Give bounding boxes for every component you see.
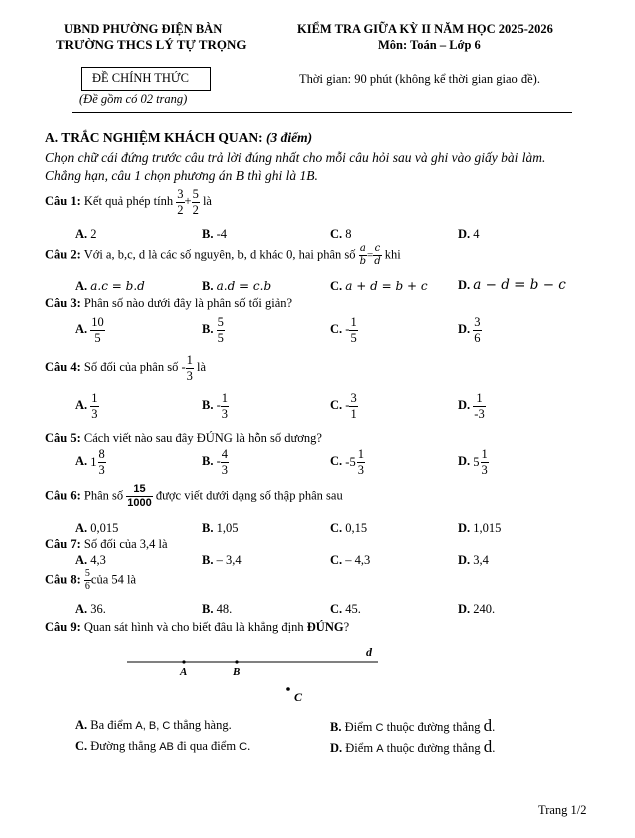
q1-label: Câu 1: [45, 193, 81, 208]
question-5 [45, 431, 322, 445]
q5-d-whole: 5 [473, 454, 480, 469]
q9-b-mid: thuộc đường thẳng [386, 720, 481, 734]
q2-fraction-2 [373, 244, 381, 267]
q5-d-mixed [473, 448, 489, 476]
q8-b-label: B. [202, 602, 214, 616]
q3-option-b [202, 316, 225, 344]
q4-d-den: -3 [474, 406, 485, 421]
q3-a-fraction [90, 316, 105, 344]
point-c-label: C [294, 690, 303, 704]
q3-c-den: 5 [350, 330, 357, 345]
section-a-points: (3 điểm) [266, 130, 313, 145]
q9-d-label: D. [330, 741, 343, 755]
q6-d-label: D. [458, 521, 471, 535]
q9-b-line: d [483, 716, 493, 735]
q7-option-b [202, 553, 242, 567]
q8-text: của 54 là [90, 572, 137, 587]
q4-option-c [330, 392, 358, 420]
page-number: Trang 1/2 [538, 803, 587, 817]
q4-b-den: 3 [221, 406, 229, 421]
q3-d-fraction [473, 316, 481, 344]
q8-b-value: 48. [216, 602, 233, 616]
q5-d-num: 1 [481, 447, 488, 461]
q7-a-value: 4,3 [90, 553, 106, 567]
q5-b-sign: - [216, 453, 221, 468]
q9-b-pre: Điểm [344, 720, 373, 734]
q4-d-fraction [473, 392, 485, 420]
q9-a-pre: Ba điểm [90, 718, 133, 732]
q9-option-a [75, 718, 232, 733]
q5-c-fraction [357, 448, 365, 476]
q5-d-den: 3 [481, 462, 488, 477]
q3-a-den: 5 [94, 330, 101, 345]
q6-c-value: 0,15 [345, 521, 368, 535]
q4-text: Số đối của phân số [83, 359, 179, 374]
header-divider [72, 112, 572, 113]
q6-label: Câu 6: [45, 488, 81, 503]
q8-option-c [330, 602, 361, 616]
q9-qmark: ? [343, 620, 350, 634]
q2-d-label: D. [458, 278, 471, 292]
question-3 [45, 296, 292, 310]
q9-b-point: C [375, 722, 384, 734]
q4-b-sign: - [216, 397, 221, 412]
q7-option-c [330, 553, 370, 567]
q7-label: Câu 7: [45, 537, 81, 551]
point-b-label: B [233, 666, 241, 678]
q2-fraction-1 [359, 244, 367, 267]
exam-title: KIỂM TRA GIỮA KỲ II NĂM HỌC 2025-2026 [297, 22, 553, 36]
q7-c-label: C. [330, 553, 343, 567]
q6-den: 1000 [127, 497, 152, 509]
line-d-label: d [366, 645, 372, 659]
point-b-dot [235, 660, 238, 663]
q5-a-whole: 1 [90, 454, 97, 469]
q3-label: Câu 3: [45, 296, 81, 310]
q9-c-period: . [247, 739, 251, 753]
q2-a-label: A. [75, 279, 88, 293]
q9-d-pre: Điểm [345, 741, 374, 755]
q8-d-value: 240. [473, 602, 496, 616]
q6-option-b [202, 521, 238, 535]
q5-a-fraction [98, 448, 106, 476]
q3-b-den: 5 [217, 330, 224, 345]
q5-c-label: C. [330, 453, 343, 468]
q4-fraction [186, 354, 194, 382]
q9-b-period: . [492, 720, 496, 734]
q1-tail: là [202, 193, 212, 208]
q8-option-d [458, 602, 495, 616]
question-2 [45, 244, 401, 267]
q2-c-label: C. [330, 279, 343, 293]
q4-sign: - [181, 359, 186, 374]
q4-b-num: 1 [221, 391, 229, 405]
q1-f2-den: 2 [192, 202, 199, 217]
q6-text: Phân số [83, 488, 124, 503]
q3-d-label: D. [458, 321, 471, 336]
q4-c-label: C. [330, 397, 343, 412]
q7-a-label: A. [75, 553, 88, 567]
q1-a-label: A. [75, 227, 88, 241]
instruction-line-2: Chẳng hạn, câu 1 chọn phương án B thì ghi là 1B. [45, 168, 318, 183]
pages-note: (Đề gồm có 02 trang) [79, 92, 188, 106]
question-1 [45, 188, 212, 216]
q4-a-label: A. [75, 397, 88, 412]
q9-a-label: A. [75, 718, 88, 732]
q3-text: Phân số nào dưới đây là phân số tối giản? [83, 296, 293, 310]
q8-num: 5 [84, 568, 90, 579]
q3-b-label: B. [202, 321, 214, 336]
q8-option-a [75, 602, 106, 616]
q6-option-a [75, 521, 118, 535]
q4-b-label: B. [202, 397, 214, 412]
q5-c-num: 1 [357, 447, 364, 461]
q5-c-den: 3 [357, 462, 364, 477]
q6-fraction [126, 484, 152, 509]
q6-d-value: 1,015 [473, 521, 502, 535]
q5-a-label: A. [75, 453, 88, 468]
q5-option-c [330, 448, 365, 476]
q4-c-sign: - [345, 397, 350, 412]
q9-emphasis: ĐÚNG [306, 620, 344, 634]
section-a-heading: A. TRẮC NGHIỆM KHÁCH QUAN: [45, 130, 263, 145]
q9-c-line: AB [159, 741, 174, 753]
q5-d-fraction [481, 448, 489, 476]
q9-b-label: B. [330, 720, 342, 734]
q4-c-num: 3 [350, 391, 357, 405]
q8-fraction [84, 569, 91, 592]
point-c-dot [286, 687, 290, 691]
q9-a-post: thẳng hàng. [173, 718, 232, 732]
q4-option-b [202, 392, 229, 420]
question-8 [45, 569, 136, 592]
q5-a-mixed [90, 448, 106, 476]
q9-option-b [330, 716, 495, 736]
q1-option-d [458, 227, 480, 241]
question-4 [45, 354, 206, 382]
q7-option-a [75, 553, 106, 567]
q1-fraction-1 [176, 188, 184, 216]
q3-d-num: 3 [474, 315, 481, 329]
q7-d-label: D. [458, 553, 471, 567]
q5-a-den: 3 [98, 462, 105, 477]
instruction-line-1: Chọn chữ cái đứng trước câu trả lời đúng nhất cho mỗi câu hỏi sau và ghi vào giấy bài làm. [45, 150, 546, 165]
q3-b-num: 5 [217, 315, 224, 329]
q4-den: 3 [186, 368, 193, 383]
q2-option-b [202, 279, 271, 294]
q6-c-label: C. [330, 521, 343, 535]
q2-option-c [330, 279, 428, 294]
q9-option-c [75, 739, 250, 754]
q3-a-num: 10 [91, 315, 104, 329]
q6-tail: được viết dưới dạng số thập phân sau [155, 488, 343, 503]
q4-c-fraction [349, 392, 357, 420]
q6-num: 15 [126, 484, 152, 497]
q2-text: Với a, b,c, d là các số nguyên, b, d khác 0, hai phân số [83, 247, 356, 262]
q8-c-value: 45. [345, 602, 361, 616]
q9-c-mid: đi qua điểm [177, 739, 237, 753]
q8-label: Câu 8: [45, 572, 81, 587]
q9-d-period: . [492, 741, 496, 755]
q8-d-label: D. [458, 602, 471, 616]
q2-label: Câu 2: [45, 247, 81, 262]
q9-c-point: C [239, 741, 248, 753]
q7-b-label: B. [202, 553, 214, 567]
q5-d-label: D. [458, 453, 471, 468]
q1-b-label: B. [202, 227, 214, 241]
subject-line: Môn: Toán – Lớp 6 [378, 38, 481, 52]
q9-d-point: A [376, 743, 384, 755]
q5-c-mixed [345, 448, 365, 476]
q1-d-value: 4 [473, 227, 480, 241]
q9-option-d [330, 737, 495, 757]
q5-a-num: 8 [98, 447, 105, 461]
q9-d-line: d [483, 737, 493, 756]
official-label: ĐỀ CHÍNH THỨC [92, 71, 189, 85]
q9-text: Quan sát hình và cho biết đâu là khẳng định [83, 620, 304, 634]
question-6 [45, 484, 343, 509]
q4-a-num: 1 [91, 391, 98, 405]
q2-d-value: a − d = b − c [473, 277, 566, 293]
q3-b-fraction [217, 316, 225, 344]
q2-equals: = [367, 249, 374, 262]
question-7 [45, 537, 168, 551]
q1-f1-den: 2 [177, 202, 184, 217]
q7-d-value: 3,4 [473, 553, 489, 567]
q4-num: 1 [186, 353, 193, 367]
time-note: Thời gian: 90 phút (không kể thời gian giao đề). [299, 72, 540, 86]
q1-c-value: 8 [345, 227, 352, 241]
q6-b-label: B. [202, 521, 214, 535]
q3-c-num: 1 [350, 315, 357, 329]
point-a-dot [182, 660, 185, 663]
q5-label: Câu 5: [45, 431, 81, 445]
q4-d-num: 1 [473, 392, 485, 407]
q4-c-den: 1 [350, 406, 357, 421]
q4-d-label: D. [458, 397, 471, 412]
q2-option-d [458, 278, 566, 294]
q1-b-value: -4 [216, 227, 228, 241]
q5-b-fraction [221, 448, 229, 476]
q8-c-label: C. [330, 602, 343, 616]
question-9 [45, 620, 349, 634]
q1-f2-num: 5 [192, 187, 199, 201]
q2-c-value: a + d = b + c [345, 279, 428, 293]
q9-d-mid: thuộc đường thẳng [386, 741, 481, 755]
q4-tail: là [197, 359, 207, 374]
q3-c-sign: - [345, 321, 350, 336]
q5-b-den: 3 [221, 462, 229, 477]
q2-a-value: a.c = b.d [90, 279, 145, 293]
q7-option-d [458, 553, 489, 567]
q2-f2-den: d [374, 256, 381, 267]
q6-a-value: 0,015 [90, 521, 119, 535]
q1-f1-num: 3 [177, 187, 184, 201]
q6-option-d [458, 521, 501, 535]
q1-option-a [75, 227, 97, 241]
q4-a-den: 3 [91, 406, 98, 421]
q8-den: 6 [84, 581, 90, 592]
q3-a-label: A. [75, 321, 88, 336]
q9-a-points: A, B, C [135, 720, 171, 732]
q6-option-c [330, 521, 367, 535]
q1-operator: + [184, 193, 192, 208]
q5-b-num: 4 [221, 447, 229, 461]
q8-a-value: 36. [90, 602, 106, 616]
q2-b-label: B. [202, 279, 214, 293]
q5-option-d [458, 448, 489, 476]
q7-c-value: – 4,3 [345, 553, 371, 567]
q7-b-value: – 3,4 [216, 553, 242, 567]
q3-option-c [330, 316, 358, 344]
q1-option-c [330, 227, 352, 241]
q2-f1-num: a [359, 243, 366, 254]
q4-a-fraction [90, 392, 98, 420]
q1-d-label: D. [458, 227, 471, 241]
q1-text: Kết quả phép tính [83, 193, 174, 208]
q5-c-whole: -5 [345, 454, 356, 469]
q5-b-label: B. [202, 453, 214, 468]
q9-label: Câu 9: [45, 620, 81, 634]
ubnd-name: UBND PHƯỜNG ĐIỆN BÀN [64, 22, 223, 36]
point-a-label: A [180, 666, 188, 678]
q2-b-value: a.d = c.b [216, 279, 272, 293]
q5-option-a [75, 448, 106, 476]
q7-text: Số đối của 3,4 là [83, 537, 168, 551]
q5-option-b [202, 448, 229, 476]
q1-option-b [202, 227, 227, 241]
q3-d-den: 6 [474, 330, 481, 345]
q8-a-label: A. [75, 602, 88, 616]
q3-option-d [458, 316, 482, 344]
q9-c-label: C. [75, 739, 88, 753]
q2-option-a [75, 279, 145, 294]
q9-c-pre: Đường thẳng [90, 739, 157, 753]
q6-a-label: A. [75, 521, 88, 535]
q4-option-a [75, 392, 99, 420]
school-name: TRƯỜNG THCS LÝ TỰ TRỌNG [56, 37, 247, 52]
q3-option-a [75, 316, 105, 344]
q4-label: Câu 4: [45, 359, 81, 374]
q1-fraction-2 [192, 188, 200, 216]
q5-text: Cách viết nào sau đây ĐÚNG là hỗn số dương? [83, 431, 322, 445]
q3-c-fraction [349, 316, 357, 344]
q2-tail: khi [384, 247, 401, 262]
q4-option-d [458, 392, 486, 420]
q8-option-b [202, 602, 232, 616]
q1-a-value: 2 [90, 227, 97, 241]
q2-f2-num: c [374, 243, 381, 254]
q2-f1-den: b [359, 256, 367, 267]
section-a-title [45, 130, 312, 146]
q4-b-fraction [221, 392, 229, 420]
q1-c-label: C. [330, 227, 343, 241]
q6-b-value: 1,05 [216, 521, 239, 535]
q3-c-label: C. [330, 321, 343, 336]
